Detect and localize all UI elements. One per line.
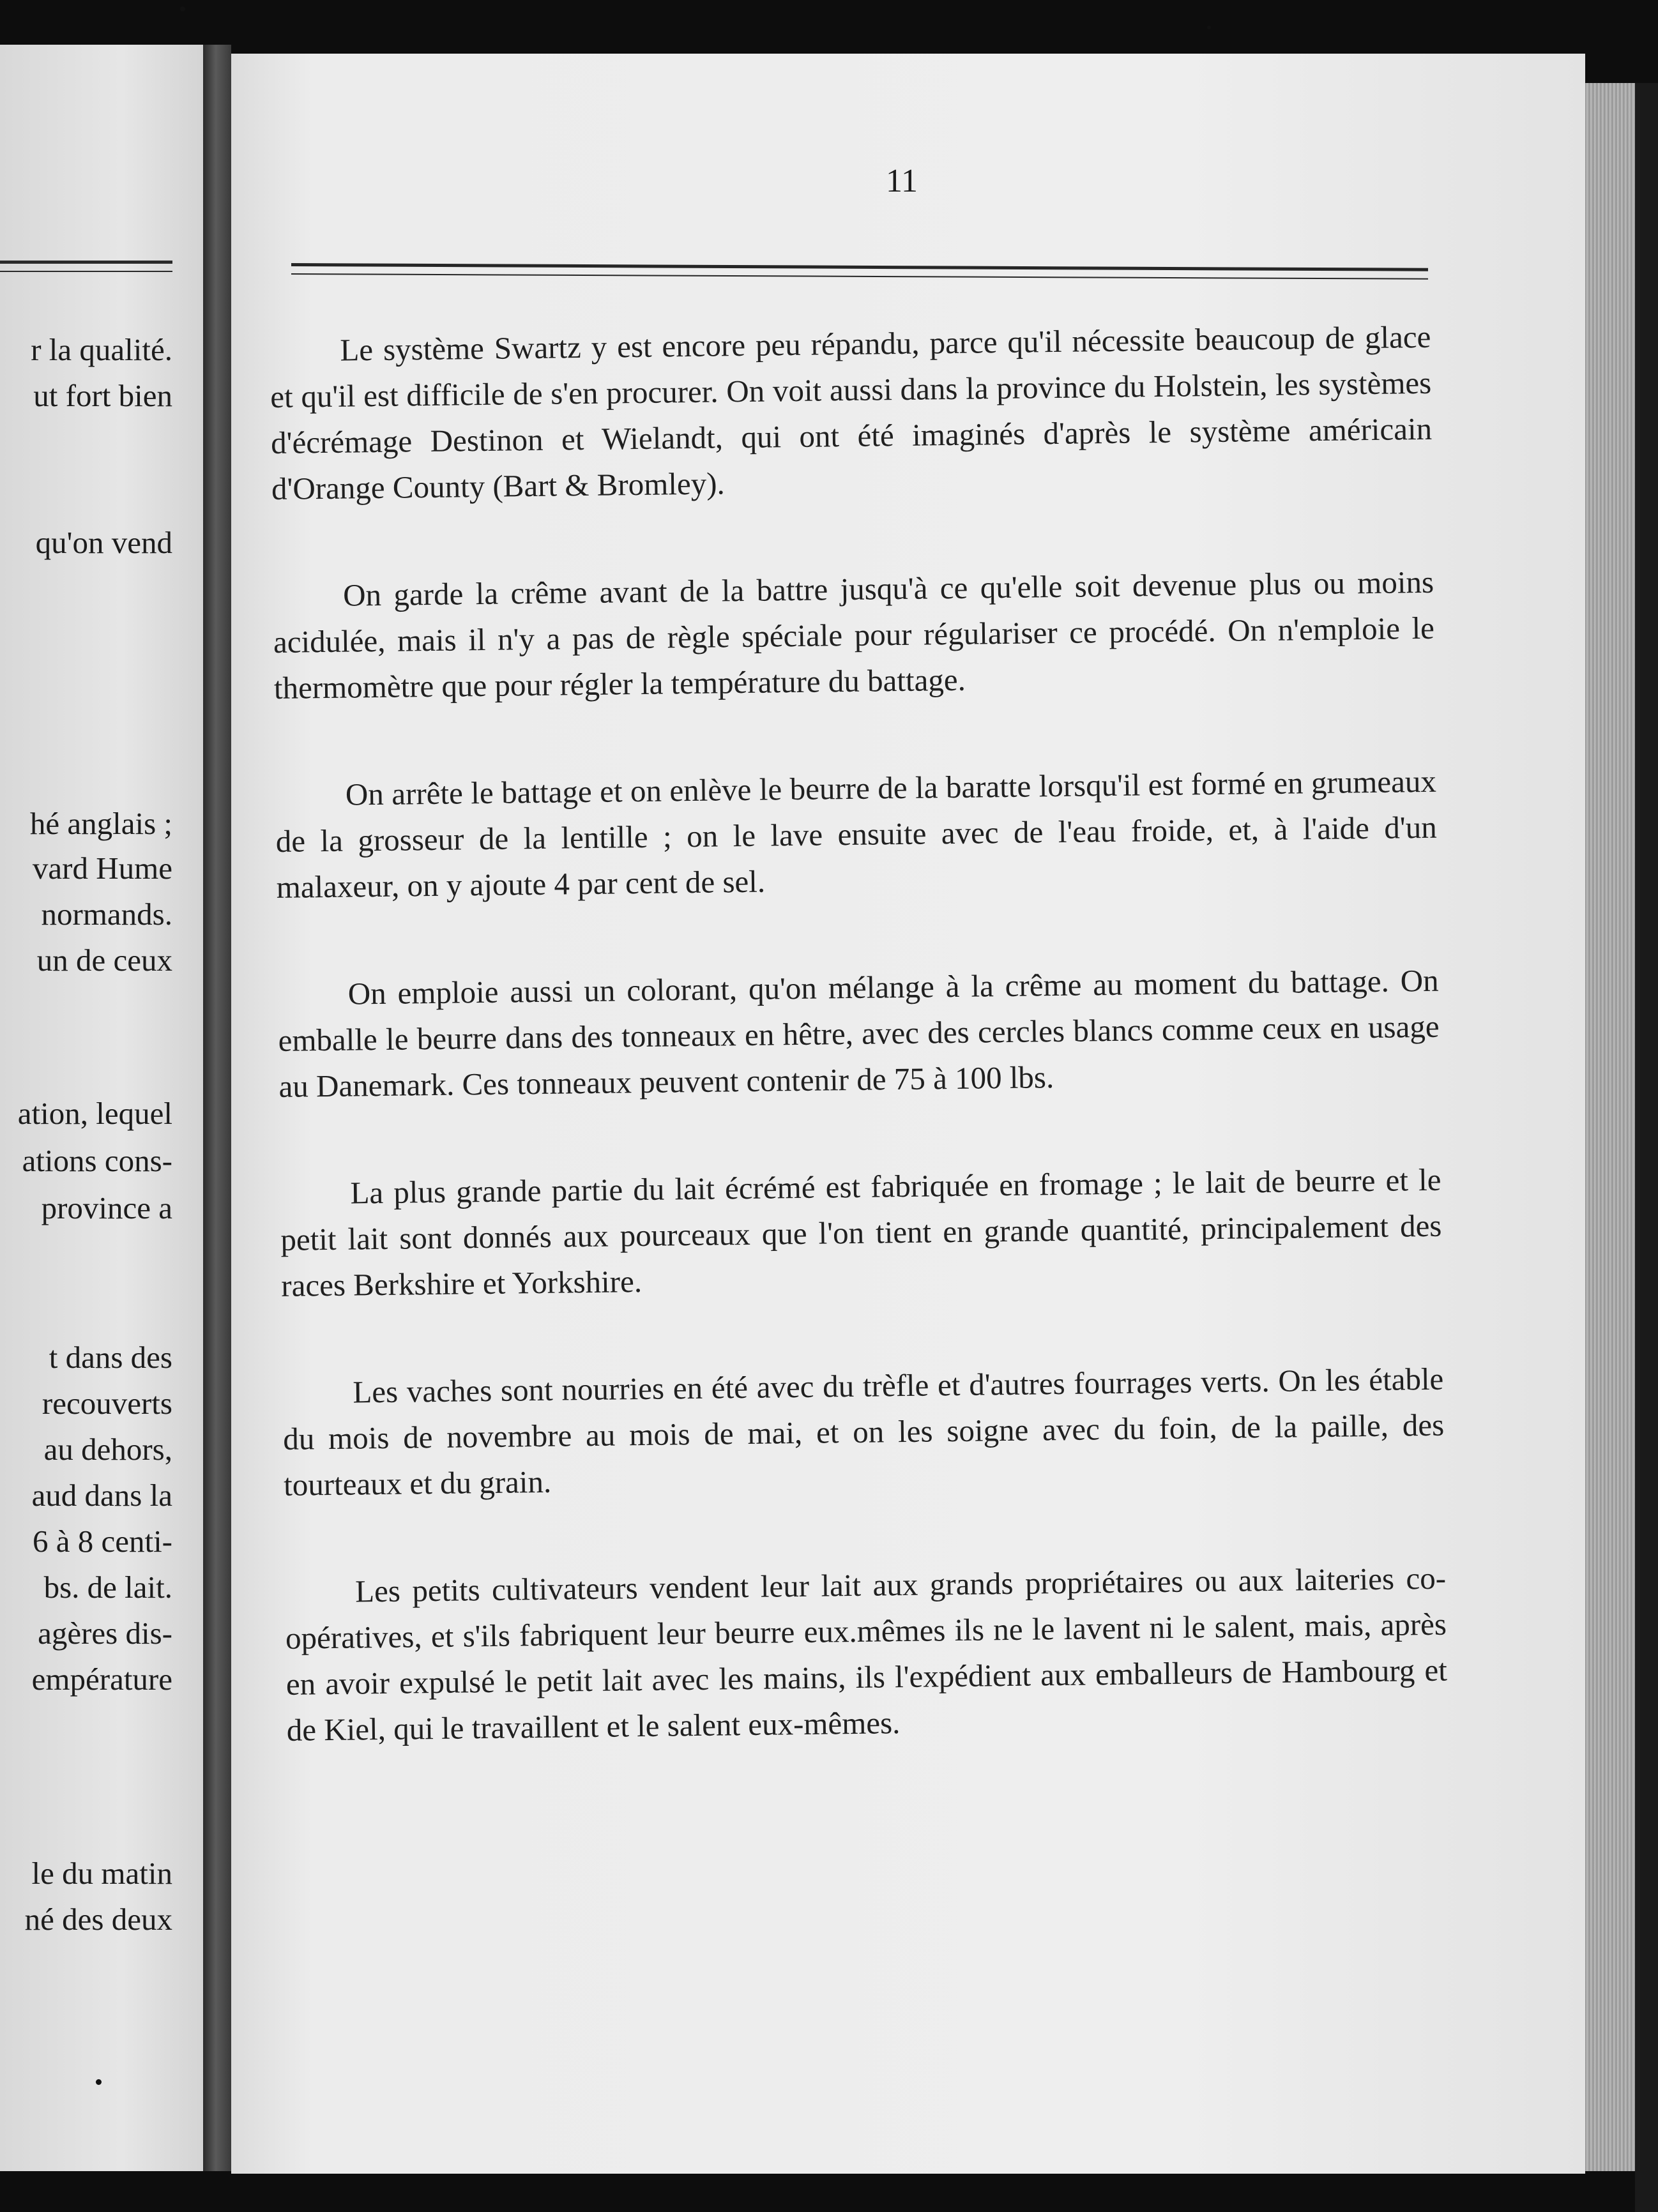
dust-speck	[180, 6, 185, 11]
dust-speck	[1207, 26, 1211, 29]
paragraph: La plus grande partie du lait écrémé est fabriquée en fromage ; le lait de beurre et le petit lait sont donnés aux pourceaux que l'on tient en grande quantité, principalement des races Berkshire et Yorkshire.	[280, 1162, 1442, 1303]
paragraph: On emploie aussi un colorant, qu'on mélange à la crême au moment du battage. On emballe le beurre dans des tonneaux en hêtre, avec des cercles blancs comme ceux en usage au Danemark. Ces tonneaux peuvent contenir de 75 à 100 lbs.	[278, 962, 1440, 1104]
previous-page-header-rule-thin	[0, 271, 172, 272]
previous-page-line: aud dans la	[31, 1478, 172, 1513]
previous-page-line: t dans des	[49, 1340, 172, 1375]
paragraph: On garde la crême avant de la battre jusqu'à ce qu'elle soit devenue plus ou moins acidulée, mais il n'y a pas de règle spéciale pour régulariser ce procédé. On n'emploie le thermomètre que pour régler la température du battage.	[273, 564, 1435, 706]
scan-border	[1635, 83, 1658, 2212]
previous-page-line: bs. de lait.	[43, 1570, 172, 1605]
previous-page-line: au dehors,	[43, 1432, 172, 1467]
previous-page-line: normands.	[41, 897, 172, 932]
book-gutter	[203, 45, 231, 2171]
previous-page-line: agères dis-	[38, 1616, 172, 1651]
book-page	[231, 54, 1585, 2174]
previous-page-line: ation, lequel	[17, 1096, 172, 1131]
previous-page-line: recouverts	[42, 1386, 172, 1421]
previous-page-line: empérature	[31, 1662, 172, 1697]
header-rule	[291, 263, 1428, 271]
previous-page-fragment	[0, 45, 203, 2171]
header-rule-thin	[291, 273, 1428, 280]
dust-speck	[96, 2079, 102, 2085]
previous-page-line: hé anglais ;	[29, 806, 172, 841]
previous-page-line: le du matin	[31, 1856, 172, 1891]
previous-page-line: r la qualité.	[31, 332, 172, 367]
previous-page-line: un de ceux	[36, 943, 172, 978]
previous-page-line: 6 à 8 centi-	[32, 1524, 172, 1559]
previous-page-line: province a	[41, 1190, 172, 1225]
page-body	[270, 314, 1449, 1815]
previous-page-line: qu'on vend	[35, 525, 172, 560]
previous-page-line: né des deux	[24, 1902, 172, 1937]
paragraph: Le système Swartz y est encore peu répandu, parce qu'il nécessite beaucoup de glace et qu'il est difficile de s'en procurer. On voit aussi dans la province du Holstein, les systèmes d'écrémage Destinon et Wielandt, qui ont été imaginés d'après le système américain d'Orange County (Bart & Bromley).	[270, 319, 1433, 506]
paragraph: On arrête le battage et on enlève le beurre de la baratte lorsqu'il est formé en grumeaux de la grosseur de la lentille ; on le lave ensuite avec de l'eau froide, et, à l'aide d'un malaxeur, on y ajoute 4 par cent de sel.	[275, 763, 1438, 905]
previous-page-line: ut fort bien	[33, 378, 172, 413]
page-number: 11	[885, 163, 918, 199]
paragraph: Les petits cultivateurs vendent leur lait aux grands propriétaires ou aux laiteries co-opératives, et s'ils fabriquent leur beurre eux.mêmes ils ne le lavent ni le salent, mais, après en avoir expulsé le petit lait avec les mains, ils l'expédient aux emballeurs de Hambourg et de Kiel, qui le travaillent et le salent eux-mêmes.	[285, 1560, 1448, 1748]
previous-page-header-rule	[0, 261, 172, 264]
previous-page-line: ations cons-	[22, 1143, 172, 1178]
previous-page-line: vard Hume	[32, 851, 172, 886]
page-stack-edge	[1585, 83, 1635, 2171]
paragraph: Les vaches sont nourries en été avec du trèfle et d'autres fourrages verts. On les étable du mois de novembre au mois de mai, et on les soigne avec du foin, de la paille, des tourteaux et du grain.	[282, 1361, 1445, 1503]
